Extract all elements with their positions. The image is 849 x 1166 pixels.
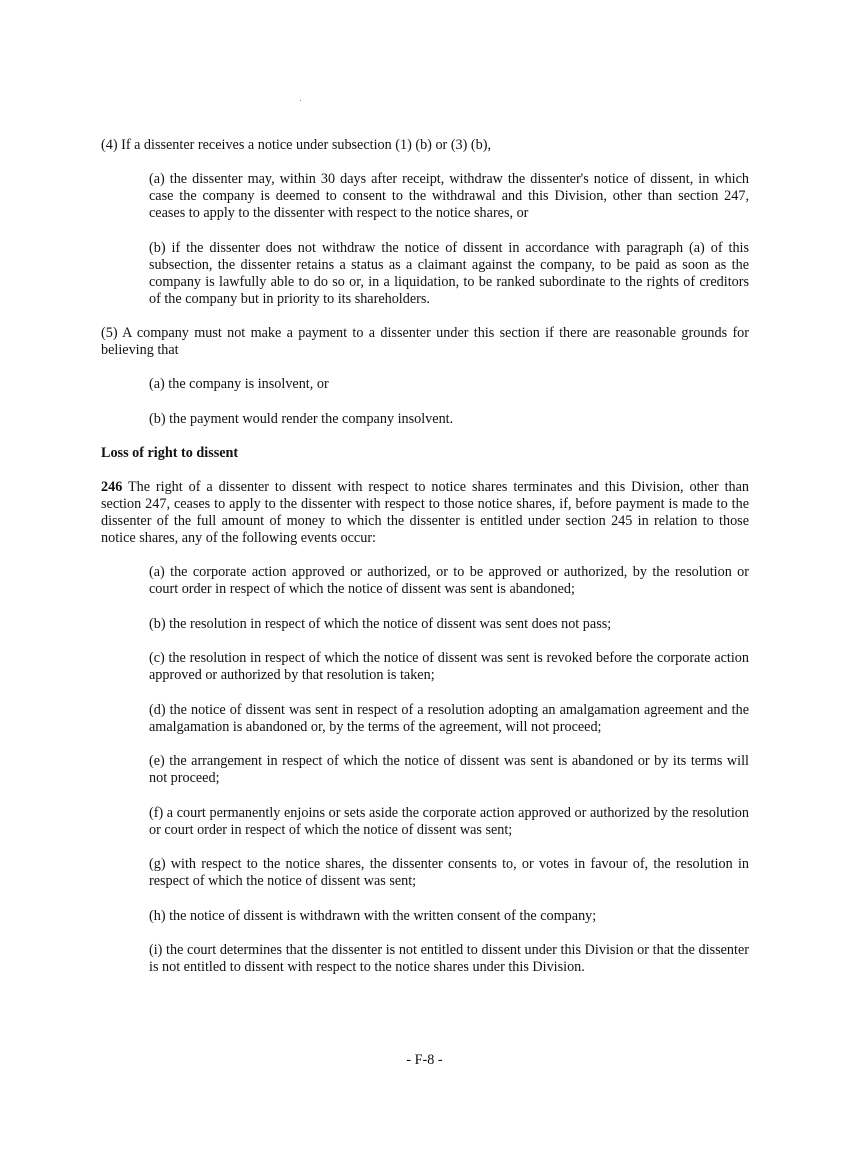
list-item: (b) if the dissenter does not withdraw the notice of dissent in accordance with paragraph (a) of this subsection, the dissenter retains a status as a claimant against the company, to be paid as soon as the company is lawfully able to do so or, in a liquidation, to be ranked subordinate to the rights of creditors of the company but in priority to its shareholders. (149, 239, 749, 307)
list-item: (a) the company is insolvent, or (149, 376, 329, 392)
document-body (101, 137, 749, 994)
list-item: (a) the dissenter may, within 30 days after receipt, withdraw the dissenter's notice of dissent, in which case the company is deemed to consent to the withdrawal and this Division, other than section 247, ceases to apply to the dissenter with respect to the notice shares, or (149, 171, 749, 221)
list-item: (i) the court determines that the dissenter is not entitled to dissent under this Division or that the dissenter is not entitled to dissent with respect to the notice shares under this Division. (149, 942, 749, 975)
subsection-4-list (101, 171, 749, 308)
list-item: (a) the corporate action approved or authorized, or to be approved or authorized, by the resolution or court order in respect of which the notice of dissent was sent is abandoned; (149, 564, 749, 597)
list-item: (f) a court permanently enjoins or sets aside the corporate action approved or authorized by the resolution or court order in respect of which the notice of dissent was sent; (149, 804, 749, 838)
scan-speck (300, 100, 301, 101)
subsection-4-intro: (4) If a dissenter receives a notice under subsection (1) (b) or (3) (b), (101, 137, 491, 153)
list-item: (h) the notice of dissent is withdrawn with the written consent of the company; (149, 907, 597, 924)
list-item: (b) the payment would render the company insolvent. (149, 410, 454, 427)
section-246-text: The right of a dissenter to dissent with respect to notice shares terminates and this Division, other than section 247, ceases to apply to the dissenter with respect to those notice shares, if, before payment is made to the dissenter of the full amount of money to which the dissenter is entitled under section 245 in relation to those notice shares, any of the following events occur: (101, 479, 749, 546)
list-item: (d) the notice of dissent was sent in respect of a resolution adopting an amalgamation agreement and the amalgamation is abandoned or, by the terms of the agreement, will not proceed; (149, 701, 749, 735)
section-246-intro (101, 479, 749, 547)
section-246-list (101, 564, 749, 976)
section-number: 246 (101, 479, 123, 495)
list-item: (g) with respect to the notice shares, the dissenter consents to, or votes in favour of, the resolution in respect of which the notice of dissent was sent; (149, 856, 749, 889)
subsection-5-intro: (5) A company must not make a payment to a dissenter under this section if there are reasonable grounds for believing that (101, 325, 749, 358)
section-heading: Loss of right to dissent (101, 445, 239, 461)
list-item: (c) the resolution in respect of which the notice of dissent was sent is revoked before the corporate action approved or authorized by that resolution is taken; (149, 650, 749, 683)
subsection-5-list (101, 376, 749, 428)
list-item: (b) the resolution in respect of which the notice of dissent was sent does not pass; (149, 615, 612, 632)
page-number: - F-8 - (406, 1052, 443, 1068)
list-item: (e) the arrangement in respect of which the notice of dissent was sent is abandoned or by its terms will not proceed; (149, 753, 749, 786)
